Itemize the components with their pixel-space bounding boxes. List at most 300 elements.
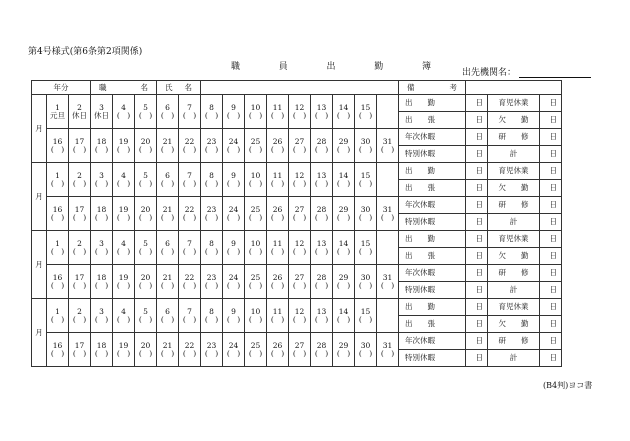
day-number: 9	[231, 102, 236, 112]
day-cell[interactable]	[69, 299, 91, 333]
day-cell[interactable]	[47, 299, 69, 333]
day-entry: ( )	[336, 212, 351, 222]
day-cell[interactable]	[47, 95, 69, 129]
agency-input-line[interactable]	[519, 68, 591, 78]
summary-unit[interactable]: 日	[540, 129, 562, 146]
day-cell[interactable]	[267, 333, 289, 367]
summary-unit[interactable]: 日	[540, 197, 562, 214]
day-number: 18	[96, 272, 107, 282]
day-entry: ( )	[270, 212, 285, 222]
day-number: 24	[228, 204, 239, 214]
day-number: 5	[143, 102, 148, 112]
day-number: 5	[143, 170, 148, 180]
day-cell[interactable]	[135, 333, 157, 367]
day-entry: ( )	[160, 348, 175, 358]
title-char: 勤	[374, 62, 384, 72]
summary-unit[interactable]: 日	[466, 299, 488, 316]
day-number: 15	[360, 238, 371, 248]
day-cell[interactable]	[201, 265, 223, 299]
title-char: 職	[231, 62, 241, 72]
day-cell[interactable]	[289, 231, 311, 265]
day-number: 31	[382, 340, 393, 350]
day-entry: ( )	[94, 314, 109, 324]
day-cell[interactable]	[69, 163, 91, 197]
summary-label: 研 修	[488, 197, 540, 214]
summary-unit[interactable]: 日	[466, 180, 488, 197]
day-entry: ( )	[116, 246, 131, 256]
day-cell[interactable]	[223, 129, 245, 163]
day-number: 24	[228, 272, 239, 282]
day-cell[interactable]	[135, 163, 157, 197]
day-cell[interactable]	[201, 95, 223, 129]
day-number: 23	[206, 204, 217, 214]
day-cell[interactable]	[157, 299, 179, 333]
summary-unit[interactable]: 日	[540, 299, 562, 316]
day-cell[interactable]	[113, 231, 135, 265]
day-cell[interactable]	[377, 197, 399, 231]
day-cell[interactable]	[113, 333, 135, 367]
day-number: 1	[55, 238, 60, 248]
summary-label: 計	[488, 350, 540, 367]
summary-unit[interactable]: 日	[540, 95, 562, 112]
day-cell[interactable]	[311, 333, 333, 367]
day-cell[interactable]	[157, 265, 179, 299]
day-number: 7	[187, 170, 192, 180]
day-entry: 元旦	[50, 110, 65, 120]
day-cell[interactable]	[267, 95, 289, 129]
month-block-row	[32, 129, 562, 146]
day-cell[interactable]	[69, 129, 91, 163]
day-entry: ( )	[72, 144, 87, 154]
day-entry: ( )	[138, 246, 153, 256]
day-entry: ( )	[204, 212, 219, 222]
day-entry: ( )	[292, 246, 307, 256]
day-cell[interactable]	[135, 95, 157, 129]
day-entry: ( )	[248, 280, 263, 290]
day-cell[interactable]	[135, 265, 157, 299]
header-remarks-value[interactable]	[466, 81, 562, 95]
summary-label: 出 勤	[399, 299, 466, 316]
day-cell[interactable]	[179, 265, 201, 299]
month-block-row	[32, 299, 562, 316]
day-entry: ( )	[138, 280, 153, 290]
day-entry: ( )	[314, 144, 329, 154]
day-cell[interactable]	[245, 95, 267, 129]
day-entry: ( )	[270, 314, 285, 324]
day-number: 31	[382, 204, 393, 214]
summary-label: 年次休暇	[399, 197, 466, 214]
day-cell[interactable]	[157, 129, 179, 163]
day-cell[interactable]	[311, 231, 333, 265]
header-name[interactable]: 氏 名	[157, 81, 201, 95]
day-entry: ( )	[116, 348, 131, 358]
day-number: 27	[294, 136, 305, 146]
day-entry: ( )	[292, 178, 307, 188]
day-cell[interactable]	[91, 265, 113, 299]
day-cell[interactable]	[333, 129, 355, 163]
month-block-row	[32, 231, 562, 248]
day-number: 9	[231, 170, 236, 180]
day-entry: ( )	[270, 280, 285, 290]
summary-label: 欠 勤	[488, 180, 540, 197]
day-cell[interactable]	[135, 197, 157, 231]
summary-label: 育児休業	[488, 163, 540, 180]
day-cell[interactable]	[377, 129, 399, 163]
day-number: 28	[316, 204, 327, 214]
month-cell[interactable]: 月	[32, 95, 47, 163]
day-number: 3	[99, 238, 104, 248]
day-cell[interactable]	[201, 197, 223, 231]
summary-unit[interactable]: 日	[466, 112, 488, 129]
summary-unit[interactable]: 日	[466, 282, 488, 299]
day-entry: ( )	[94, 348, 109, 358]
summary-unit[interactable]: 日	[466, 214, 488, 231]
month-block-row	[32, 163, 562, 180]
day-cell[interactable]	[311, 299, 333, 333]
day-entry: ( )	[358, 314, 373, 324]
day-cell[interactable]	[223, 197, 245, 231]
day-number: 30	[360, 340, 371, 350]
day-entry: 休日	[72, 110, 87, 120]
day-number: 4	[121, 170, 126, 180]
day-cell[interactable]	[333, 333, 355, 367]
day-cell[interactable]	[69, 333, 91, 367]
day-entry: ( )	[226, 280, 241, 290]
day-cell[interactable]	[113, 163, 135, 197]
day-number: 19	[118, 340, 129, 350]
day-cell[interactable]	[333, 163, 355, 197]
day-number: 11	[272, 102, 283, 112]
day-entry: ( )	[182, 348, 197, 358]
day-cell-empty	[377, 95, 399, 129]
day-cell[interactable]	[245, 333, 267, 367]
day-entry: ( )	[248, 178, 263, 188]
day-entry: ( )	[270, 178, 285, 188]
summary-unit[interactable]: 日	[540, 163, 562, 180]
day-number: 8	[209, 102, 214, 112]
day-number: 18	[96, 340, 107, 350]
day-cell[interactable]	[47, 197, 69, 231]
day-cell[interactable]	[267, 299, 289, 333]
day-number: 18	[96, 136, 107, 146]
day-cell[interactable]	[311, 129, 333, 163]
day-entry: ( )	[204, 280, 219, 290]
summary-unit[interactable]: 日	[466, 350, 488, 367]
summary-unit[interactable]: 日	[540, 180, 562, 197]
summary-label: 特別休暇	[399, 146, 466, 163]
day-number: 23	[206, 136, 217, 146]
summary-unit[interactable]: 日	[540, 214, 562, 231]
day-number: 17	[74, 204, 85, 214]
day-cell[interactable]	[223, 95, 245, 129]
day-cell[interactable]	[179, 95, 201, 129]
day-cell[interactable]	[267, 265, 289, 299]
summary-unit[interactable]: 日	[540, 282, 562, 299]
day-entry: ( )	[138, 314, 153, 324]
day-cell[interactable]	[267, 231, 289, 265]
day-cell[interactable]	[157, 163, 179, 197]
day-cell[interactable]	[179, 197, 201, 231]
day-cell[interactable]	[311, 265, 333, 299]
day-entry: ( )	[116, 144, 131, 154]
day-cell[interactable]	[91, 95, 113, 129]
day-entry: ( )	[270, 348, 285, 358]
day-number: 16	[52, 136, 63, 146]
summary-unit[interactable]: 日	[466, 129, 488, 146]
day-entry: ( )	[380, 280, 395, 290]
summary-unit[interactable]: 日	[540, 265, 562, 282]
day-entry: ( )	[336, 178, 351, 188]
day-entry: ( )	[226, 246, 241, 256]
day-cell[interactable]	[113, 129, 135, 163]
day-cell[interactable]	[91, 163, 113, 197]
day-cell[interactable]	[333, 95, 355, 129]
month-cell[interactable]: 月	[32, 163, 47, 231]
day-number: 21	[162, 340, 173, 350]
day-entry: ( )	[204, 110, 219, 120]
day-cell[interactable]	[333, 197, 355, 231]
day-cell[interactable]	[201, 333, 223, 367]
day-number: 3	[99, 102, 104, 112]
day-number: 14	[338, 306, 349, 316]
month-cell[interactable]: 月	[32, 231, 47, 299]
day-cell[interactable]	[355, 231, 377, 265]
day-number: 21	[162, 136, 173, 146]
day-cell[interactable]	[289, 95, 311, 129]
day-cell[interactable]	[113, 265, 135, 299]
day-entry: ( )	[248, 144, 263, 154]
day-cell[interactable]	[201, 231, 223, 265]
day-number: 31	[382, 272, 393, 282]
day-number: 11	[272, 306, 283, 316]
day-number: 26	[272, 136, 283, 146]
summary-label: 出 張	[399, 180, 466, 197]
day-entry: ( )	[182, 144, 197, 154]
day-entry: ( )	[358, 212, 373, 222]
day-cell[interactable]	[47, 231, 69, 265]
day-cell[interactable]	[267, 163, 289, 197]
day-cell[interactable]	[289, 163, 311, 197]
day-cell[interactable]	[377, 333, 399, 367]
day-cell[interactable]	[355, 95, 377, 129]
day-cell[interactable]	[289, 265, 311, 299]
day-cell[interactable]	[223, 231, 245, 265]
summary-label: 研 修	[488, 129, 540, 146]
day-cell[interactable]	[179, 163, 201, 197]
day-cell[interactable]	[245, 197, 267, 231]
day-entry: ( )	[314, 110, 329, 120]
day-cell[interactable]	[355, 333, 377, 367]
month-block-row	[32, 197, 562, 214]
summary-unit[interactable]: 日	[466, 146, 488, 163]
day-cell[interactable]	[47, 333, 69, 367]
day-cell[interactable]	[157, 333, 179, 367]
day-cell[interactable]	[69, 231, 91, 265]
day-cell[interactable]	[91, 333, 113, 367]
day-cell[interactable]	[289, 299, 311, 333]
summary-unit[interactable]: 日	[466, 316, 488, 333]
day-cell[interactable]	[179, 299, 201, 333]
day-number: 25	[250, 272, 261, 282]
day-cell[interactable]	[135, 299, 157, 333]
day-cell[interactable]	[91, 299, 113, 333]
day-cell[interactable]	[355, 265, 377, 299]
header-post[interactable]: 職 名	[91, 81, 157, 95]
summary-unit[interactable]: 日	[466, 163, 488, 180]
day-cell[interactable]	[245, 163, 267, 197]
day-cell[interactable]	[355, 197, 377, 231]
day-entry: 休日	[94, 110, 109, 120]
day-number: 2	[77, 306, 82, 316]
summary-unit[interactable]: 日	[540, 248, 562, 265]
day-cell[interactable]	[223, 265, 245, 299]
day-number: 20	[140, 340, 151, 350]
day-cell[interactable]	[223, 163, 245, 197]
day-cell[interactable]	[333, 299, 355, 333]
summary-unit[interactable]: 日	[466, 265, 488, 282]
day-cell[interactable]	[245, 129, 267, 163]
summary-unit[interactable]: 日	[540, 350, 562, 367]
day-cell[interactable]	[69, 197, 91, 231]
day-cell[interactable]	[157, 197, 179, 231]
day-entry: ( )	[72, 246, 87, 256]
day-number: 28	[316, 340, 327, 350]
day-cell[interactable]	[333, 231, 355, 265]
header-name-value[interactable]	[201, 81, 399, 95]
summary-unit[interactable]: 日	[466, 248, 488, 265]
day-cell[interactable]	[47, 129, 69, 163]
day-number: 20	[140, 204, 151, 214]
day-number: 29	[338, 136, 349, 146]
day-entry: ( )	[72, 314, 87, 324]
day-entry: ( )	[226, 348, 241, 358]
day-cell[interactable]	[245, 265, 267, 299]
day-cell[interactable]	[223, 333, 245, 367]
day-cell[interactable]	[377, 265, 399, 299]
day-cell[interactable]	[113, 95, 135, 129]
day-cell[interactable]	[47, 163, 69, 197]
summary-label: 育児休業	[488, 231, 540, 248]
day-cell[interactable]	[267, 129, 289, 163]
day-cell[interactable]	[289, 333, 311, 367]
header-remarks[interactable]: 備 考	[399, 81, 466, 95]
day-number: 8	[209, 306, 214, 316]
day-cell[interactable]	[113, 197, 135, 231]
day-cell[interactable]	[135, 231, 157, 265]
day-cell[interactable]	[91, 129, 113, 163]
day-cell[interactable]	[289, 129, 311, 163]
day-cell[interactable]	[201, 129, 223, 163]
summary-label: 出 張	[399, 112, 466, 129]
day-number: 2	[77, 238, 82, 248]
summary-unit[interactable]: 日	[466, 197, 488, 214]
day-cell[interactable]	[245, 299, 267, 333]
day-cell[interactable]	[289, 197, 311, 231]
day-cell[interactable]	[355, 129, 377, 163]
day-cell[interactable]	[267, 197, 289, 231]
day-cell[interactable]	[47, 265, 69, 299]
day-number: 23	[206, 340, 217, 350]
day-cell[interactable]	[355, 163, 377, 197]
day-number: 23	[206, 272, 217, 282]
day-entry: ( )	[292, 314, 307, 324]
summary-unit[interactable]: 日	[466, 333, 488, 350]
day-entry: ( )	[248, 110, 263, 120]
summary-label: 計	[488, 214, 540, 231]
day-cell[interactable]	[179, 231, 201, 265]
day-number: 13	[316, 306, 327, 316]
day-entry: ( )	[116, 110, 131, 120]
day-entry: ( )	[160, 212, 175, 222]
day-cell[interactable]	[355, 299, 377, 333]
day-cell[interactable]	[179, 129, 201, 163]
day-cell[interactable]	[311, 95, 333, 129]
day-cell[interactable]	[91, 231, 113, 265]
day-cell[interactable]	[157, 95, 179, 129]
summary-label: 育児休業	[488, 299, 540, 316]
day-number: 19	[118, 272, 129, 282]
summary-unit[interactable]: 日	[466, 231, 488, 248]
day-cell[interactable]	[311, 163, 333, 197]
day-entry: ( )	[358, 280, 373, 290]
summary-unit[interactable]: 日	[466, 95, 488, 112]
day-cell[interactable]	[69, 95, 91, 129]
day-entry: ( )	[160, 110, 175, 120]
day-entry: ( )	[270, 110, 285, 120]
day-entry: ( )	[182, 246, 197, 256]
day-cell[interactable]	[245, 231, 267, 265]
summary-label: 年次休暇	[399, 265, 466, 282]
day-entry: ( )	[336, 348, 351, 358]
summary-label: 特別休暇	[399, 350, 466, 367]
day-cell[interactable]	[223, 299, 245, 333]
day-cell[interactable]	[311, 197, 333, 231]
day-cell[interactable]	[179, 333, 201, 367]
header-nendo[interactable]: 年分	[32, 81, 91, 95]
day-number: 15	[360, 170, 371, 180]
day-cell[interactable]	[201, 299, 223, 333]
month-cell[interactable]: 月	[32, 299, 47, 367]
day-cell[interactable]	[201, 163, 223, 197]
day-cell[interactable]	[333, 265, 355, 299]
summary-unit[interactable]: 日	[540, 112, 562, 129]
day-number: 25	[250, 340, 261, 350]
day-number: 9	[231, 306, 236, 316]
day-number: 12	[294, 238, 305, 248]
day-cell[interactable]	[157, 231, 179, 265]
summary-unit[interactable]: 日	[540, 333, 562, 350]
day-entry: ( )	[72, 348, 87, 358]
summary-unit[interactable]: 日	[540, 146, 562, 163]
day-number: 5	[143, 306, 148, 316]
day-number: 13	[316, 170, 327, 180]
day-entry: ( )	[94, 246, 109, 256]
summary-label: 出 勤	[399, 231, 466, 248]
day-cell[interactable]	[91, 197, 113, 231]
day-number: 16	[52, 340, 63, 350]
summary-unit[interactable]: 日	[540, 316, 562, 333]
day-number: 24	[228, 136, 239, 146]
day-cell[interactable]	[135, 129, 157, 163]
title-char: 出	[326, 62, 336, 72]
title-char: 簿	[421, 62, 431, 72]
day-cell[interactable]	[69, 265, 91, 299]
day-cell[interactable]	[113, 299, 135, 333]
day-entry: ( )	[314, 280, 329, 290]
day-number: 28	[316, 272, 327, 282]
day-entry: ( )	[358, 178, 373, 188]
summary-unit[interactable]: 日	[540, 231, 562, 248]
